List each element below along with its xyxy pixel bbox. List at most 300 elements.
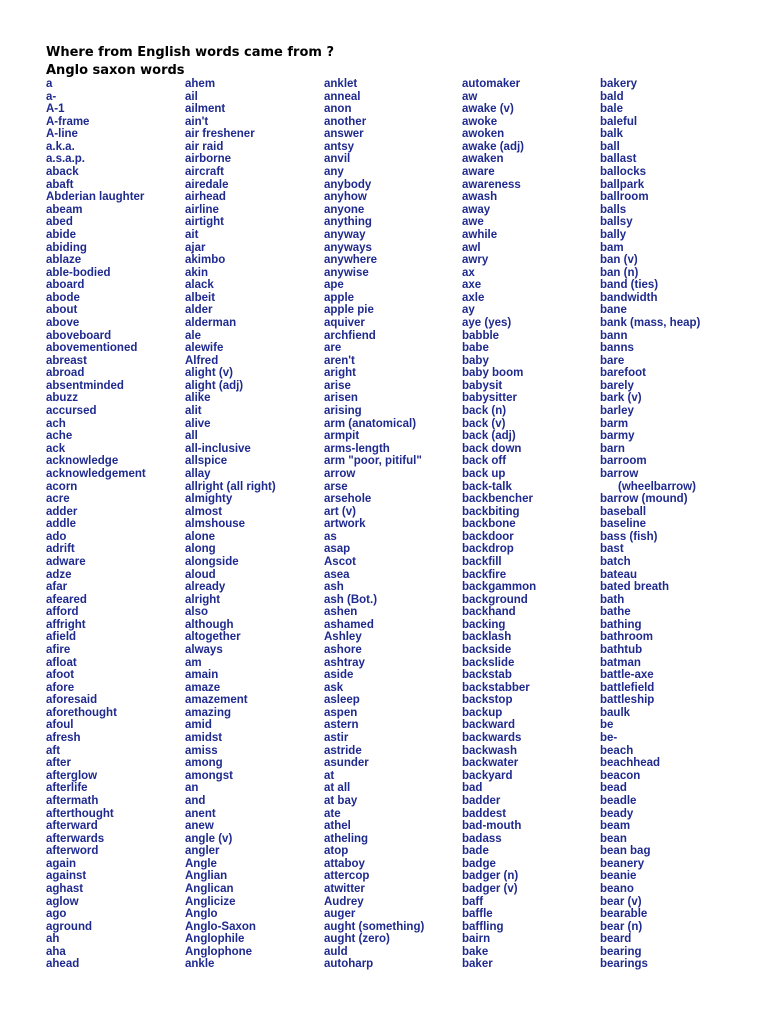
word-item: accursed (46, 405, 97, 418)
word-item: Anglican (185, 883, 234, 895)
word-item: a (46, 78, 53, 90)
word-item: bad-mouth (462, 820, 522, 833)
word-item: at (324, 769, 335, 782)
word-item: bass (fish) (600, 530, 658, 543)
word-item: amidst (185, 732, 223, 745)
word-item: anyways (324, 241, 372, 254)
word-item: aircraft (185, 166, 224, 179)
word-item: babe (462, 342, 489, 355)
word-item: am (185, 656, 202, 669)
word-item: barm (600, 417, 629, 430)
word-item: backfire (462, 568, 507, 581)
word-item: balls (600, 203, 627, 216)
word-item: arms-length (324, 442, 390, 455)
word-item: abaft (46, 178, 74, 191)
word-item: ballocks (600, 166, 647, 179)
word-item: about (46, 304, 78, 317)
word-item: airborne (185, 153, 232, 166)
word-item: ach (46, 417, 66, 430)
word-item: backbiting (462, 505, 520, 518)
word-item: always (185, 644, 223, 657)
word-item: baff (462, 895, 484, 908)
word-item: adware (46, 555, 86, 568)
word-item: ash (324, 581, 344, 594)
word-item: astern (324, 719, 359, 732)
word-item: ale (185, 329, 201, 342)
word-item: beacon (600, 769, 641, 782)
word-item: barn (600, 442, 625, 455)
word-item: asap (324, 543, 351, 556)
word-item: apple pie (324, 304, 374, 317)
word-item: afford (46, 606, 79, 619)
word-item: bean bag (600, 845, 651, 858)
word-item: axle (462, 291, 485, 304)
word-item: back (adj) (462, 430, 516, 443)
word-item: amiss (185, 744, 218, 757)
word-item: acknowledgement (46, 467, 146, 480)
word-item: awaken (462, 153, 504, 166)
word-item: backwards (462, 732, 522, 745)
word-column-4 (462, 78, 536, 971)
word-item: afterglow (46, 769, 98, 782)
word-item: back off (462, 455, 507, 468)
word-item: bally (600, 228, 627, 241)
word-item: ago (46, 908, 67, 921)
word-item: angle (v) (185, 832, 233, 845)
word-column-3 (324, 78, 424, 971)
word-item: a- (46, 90, 57, 103)
word-item: answer (324, 128, 364, 141)
word-item: adze (46, 568, 72, 581)
word-item: aboveboard (46, 329, 112, 342)
word-item: bare (600, 354, 625, 367)
word-item: ache (46, 430, 73, 443)
word-item: ashore (324, 644, 362, 657)
word-item: baby (462, 354, 489, 367)
word-item: Alfred (185, 354, 219, 367)
word-item: batch (600, 555, 631, 568)
word-item: ailment (185, 103, 226, 116)
word-item: bead (600, 782, 627, 795)
word-item: air raid (185, 140, 224, 153)
word-item: ban (v) (600, 254, 638, 267)
word-item: baffle (462, 908, 493, 921)
word-item: ask (324, 681, 344, 694)
word-item: anvil (324, 153, 351, 166)
word-item: although (185, 618, 234, 631)
word-item: barroom (600, 455, 647, 468)
word-item: arrow (324, 467, 356, 480)
word-item: alewife (185, 342, 224, 355)
word-item: aghast (46, 883, 84, 895)
word-item: backbone (462, 518, 516, 531)
word-item: alive (185, 417, 211, 430)
word-item: bane (600, 304, 627, 317)
word-item: aright (324, 367, 356, 380)
word-item: aha (46, 945, 66, 958)
word-item: afterthought (46, 807, 114, 820)
word-item: against (46, 870, 87, 883)
word-item: arm (anatomical) (324, 417, 417, 430)
word-item: backfill (462, 555, 502, 568)
word-item: bearing (600, 945, 642, 958)
word-item: barley (600, 405, 634, 418)
word-item: backwash (462, 744, 517, 757)
word-item: ape (324, 279, 344, 292)
word-item: aftermath (46, 794, 99, 807)
word-item: barmy (600, 430, 635, 443)
word-item: archfiend (324, 329, 376, 342)
word-item: bandwidth (600, 291, 658, 304)
word-item: abode (46, 291, 80, 304)
word-item: and (185, 794, 206, 807)
word-item: beard (600, 933, 632, 946)
word-item: be- (600, 732, 618, 745)
word-item: abuzz (46, 392, 78, 405)
word-item: bated breath (600, 581, 670, 594)
word-item: ah (46, 933, 60, 946)
word-item: backlash (462, 631, 512, 644)
word-item: ankle (185, 958, 215, 971)
word-item: alack (185, 279, 214, 292)
word-item: amain (185, 669, 219, 682)
word-item: aught (zero) (324, 933, 390, 946)
word-item: awry (462, 254, 489, 267)
word-item: anneal (324, 90, 361, 103)
word-item: backing (462, 618, 506, 631)
word-item: aw (462, 90, 478, 103)
word-item: Abderian laughter (46, 191, 145, 204)
word-item: asleep (324, 694, 360, 707)
word-item: ail (185, 90, 198, 103)
word-item: addle (46, 518, 77, 531)
word-item: anew (185, 820, 214, 833)
word-item: banns (600, 342, 634, 355)
word-item: apple (324, 291, 355, 304)
word-item: aboard (46, 279, 85, 292)
word-item: amazing (185, 706, 232, 719)
word-item: ballroom (600, 191, 649, 204)
word-item: axe (462, 279, 482, 292)
word-item: bam (600, 241, 624, 254)
word-item: airhead (185, 191, 226, 204)
word-item: abeam (46, 203, 83, 216)
word-item: backdrop (462, 543, 514, 556)
word-item: bale (600, 103, 624, 116)
word-item: automaker (462, 78, 521, 90)
word-item: awake (adj) (462, 140, 524, 153)
word-item: alright (185, 593, 221, 606)
word-item: awake (v) (462, 103, 514, 116)
word-item: abreast (46, 354, 87, 367)
word-item: abovementioned (46, 342, 138, 355)
word-item: air freshener (185, 128, 255, 141)
word-item: anklet (324, 78, 358, 90)
word-item: bairn (462, 933, 491, 946)
word-item: badder (462, 794, 501, 807)
word-item: A-1 (46, 103, 65, 116)
word-item: afeared (46, 593, 87, 606)
word-item: aforesaid (46, 694, 98, 707)
word-item: an (185, 782, 199, 795)
word-item: aft (46, 744, 61, 757)
word-item: bann (600, 329, 628, 342)
word-item: awoke (462, 115, 498, 128)
word-column-5 (600, 78, 700, 971)
word-item: afterward (46, 820, 98, 833)
word-item: baby boom (462, 367, 524, 380)
word-item: afoul (46, 719, 74, 732)
word-item: bast (600, 543, 624, 556)
word-item: a.k.a. (46, 140, 75, 153)
word-item: backstabber (462, 681, 530, 694)
word-item: balk (600, 128, 624, 141)
word-item: barrow (mound) (600, 493, 688, 506)
word-item: attaboy (324, 857, 365, 870)
word-item: arise (324, 379, 351, 392)
word-item: baker (462, 958, 493, 971)
word-item: ballpark (600, 178, 645, 191)
word-item: aloud (185, 568, 216, 581)
word-item: back up (462, 467, 506, 480)
word-item: baffling (462, 920, 504, 933)
word-item: alongside (185, 555, 239, 568)
word-item: baseball (600, 505, 647, 518)
word-item: arisen (324, 392, 358, 405)
word-item: anyhow (324, 191, 367, 204)
word-item: amaze (185, 681, 221, 694)
word-item: after (46, 757, 71, 770)
section-subtitle: Anglo saxon words (46, 63, 185, 78)
word-item: almost (185, 505, 223, 518)
word-item: away (462, 203, 491, 216)
word-item: bald (600, 90, 624, 103)
word-item: backup (462, 706, 503, 719)
word-item: bade (462, 845, 489, 858)
word-item: beanie (600, 870, 637, 883)
word-item: amazement (185, 694, 248, 707)
word-item: at bay (324, 794, 358, 807)
word-item: awareness (462, 178, 521, 191)
word-item: A-line (46, 128, 78, 141)
word-item: ait (185, 228, 199, 241)
word-item: anywise (324, 266, 369, 279)
word-item: alight (adj) (185, 379, 244, 392)
word-item: ball (600, 140, 620, 153)
word-item: atheling (324, 832, 369, 845)
word-item: batman (600, 656, 641, 669)
word-item: art (v) (324, 505, 356, 518)
word-item: alder (185, 304, 213, 317)
word-item: Anglicize (185, 895, 236, 908)
word-item: afloat (46, 656, 77, 669)
word-item: (wheelbarrow) (618, 480, 696, 493)
word-item: Ascot (324, 555, 356, 568)
word-item: be (600, 719, 614, 732)
word-item: anywhere (324, 254, 378, 267)
word-item: auger (324, 908, 356, 921)
word-item: airtight (185, 216, 224, 229)
word-item: any (324, 166, 344, 179)
word-item: alderman (185, 316, 237, 329)
word-item: ashtray (324, 656, 365, 669)
word-item: abed (46, 216, 73, 229)
word-item: athel (324, 820, 351, 833)
word-item: afterword (46, 845, 99, 858)
word-item: badger (n) (462, 870, 519, 883)
word-item: ashen (324, 606, 358, 619)
word-item: also (185, 606, 209, 619)
word-item: airline (185, 203, 219, 216)
word-item: bark (v) (600, 392, 642, 405)
word-item: allspice (185, 455, 228, 468)
word-item: badge (462, 857, 496, 870)
word-item: Anglophone (185, 945, 253, 958)
word-item: beam (600, 820, 631, 833)
word-item: abide (46, 228, 77, 241)
word-item: aforethought (46, 706, 117, 719)
word-item: A-frame (46, 115, 90, 128)
word-item: Anglophile (185, 933, 245, 946)
word-item: arm "poor, pitiful" (324, 455, 422, 468)
word-item: backstop (462, 694, 513, 707)
word-item: afresh (46, 732, 81, 745)
word-item: as (324, 530, 337, 543)
word-item: aside (324, 669, 354, 682)
word-item: Anglo (185, 908, 218, 921)
word-item: arising (324, 405, 362, 418)
word-item: along (185, 543, 216, 556)
word-item: badass (462, 832, 502, 845)
word-item: badger (v) (462, 883, 518, 895)
word-item: attercop (324, 870, 370, 883)
word-item: afore (46, 681, 75, 694)
word-item: another (324, 115, 367, 128)
word-item: antsy (324, 140, 355, 153)
word-item: already (185, 581, 226, 594)
word-item: albeit (185, 291, 216, 304)
word-item: adder (46, 505, 78, 518)
word-item: backdoor (462, 530, 514, 543)
word-item: backgammon (462, 581, 537, 594)
word-item: baleful (600, 115, 638, 128)
word-item: bearings (600, 958, 648, 971)
word-item: atop (324, 845, 349, 858)
word-item: aglow (46, 895, 79, 908)
word-item: ate (324, 807, 341, 820)
word-item: ablaze (46, 254, 82, 267)
word-item: bake (462, 945, 489, 958)
word-column-2 (185, 78, 276, 971)
word-item: awoken (462, 128, 505, 141)
word-item: beachhead (600, 757, 661, 770)
word-item: astir (324, 732, 349, 745)
word-item: backside (462, 644, 512, 657)
word-item: anon (324, 103, 352, 116)
word-item: aught (something) (324, 920, 425, 933)
word-item: again (46, 857, 77, 870)
word-item: ban (n) (600, 266, 639, 279)
word-item: bear (v) (600, 895, 642, 908)
word-item: back (n) (462, 405, 507, 418)
word-item: bakery (600, 78, 638, 90)
word-item: awhile (462, 228, 498, 241)
word-item: artwork (324, 518, 366, 531)
word-item: backhand (462, 606, 516, 619)
word-item: aye (yes) (462, 316, 512, 329)
word-item: ack (46, 442, 66, 455)
word-item: beady (600, 807, 634, 820)
word-item: bank (mass, heap) (600, 316, 701, 329)
word-item: Angle (185, 857, 217, 870)
word-item: acre (46, 493, 70, 506)
word-item: ahem (185, 78, 216, 90)
word-item: ballast (600, 153, 637, 166)
word-item: almighty (185, 493, 233, 506)
word-item: anent (185, 807, 216, 820)
word-item: ashamed (324, 618, 374, 631)
word-item: afterlife (46, 782, 88, 795)
word-item: aware (462, 166, 495, 179)
word-item: backyard (462, 769, 513, 782)
word-item: baddest (462, 807, 507, 820)
word-item: amongst (185, 769, 233, 782)
word-item: autoharp (324, 958, 374, 971)
page-title: Where from English words came from ? (46, 45, 335, 60)
word-item: asea (324, 568, 350, 581)
word-item: anyone (324, 203, 365, 216)
word-item: battlefield (600, 681, 655, 694)
word-item: babble (462, 329, 500, 342)
word-item: aback (46, 166, 79, 179)
word-item: all-inclusive (185, 442, 251, 455)
word-item: acknowledge (46, 455, 119, 468)
word-item: beadle (600, 794, 637, 807)
word-item: aground (46, 920, 92, 933)
word-item: ain't (185, 115, 209, 128)
word-item: bad (462, 782, 483, 795)
word-item: all (185, 430, 198, 443)
word-item: barefoot (600, 367, 646, 380)
word-item: back (v) (462, 417, 506, 430)
word-item: auld (324, 945, 348, 958)
word-item: afield (46, 631, 77, 644)
word-item: abroad (46, 367, 85, 380)
word-item: awl (462, 241, 481, 254)
word-item: astride (324, 744, 362, 757)
word-item: babysitter (462, 392, 517, 405)
word-item: affright (46, 618, 86, 631)
word-item: adrift (46, 543, 75, 556)
word-item: backslide (462, 656, 515, 669)
word-item: barrow (600, 467, 639, 480)
word-item: alike (185, 392, 211, 405)
word-item: arse (324, 480, 348, 493)
word-item: back down (462, 442, 522, 455)
word-item: beach (600, 744, 634, 757)
word-item: acorn (46, 480, 78, 493)
word-item: backwater (462, 757, 519, 770)
word-item: above (46, 316, 80, 329)
word-item: battleship (600, 694, 655, 707)
word-item: ajar (185, 241, 206, 254)
word-item: ash (Bot.) (324, 593, 378, 606)
word-item: aquiver (324, 316, 365, 329)
word-item: ado (46, 530, 67, 543)
word-item: ahead (46, 958, 80, 971)
word-item: among (185, 757, 223, 770)
word-item: absentminded (46, 379, 124, 392)
